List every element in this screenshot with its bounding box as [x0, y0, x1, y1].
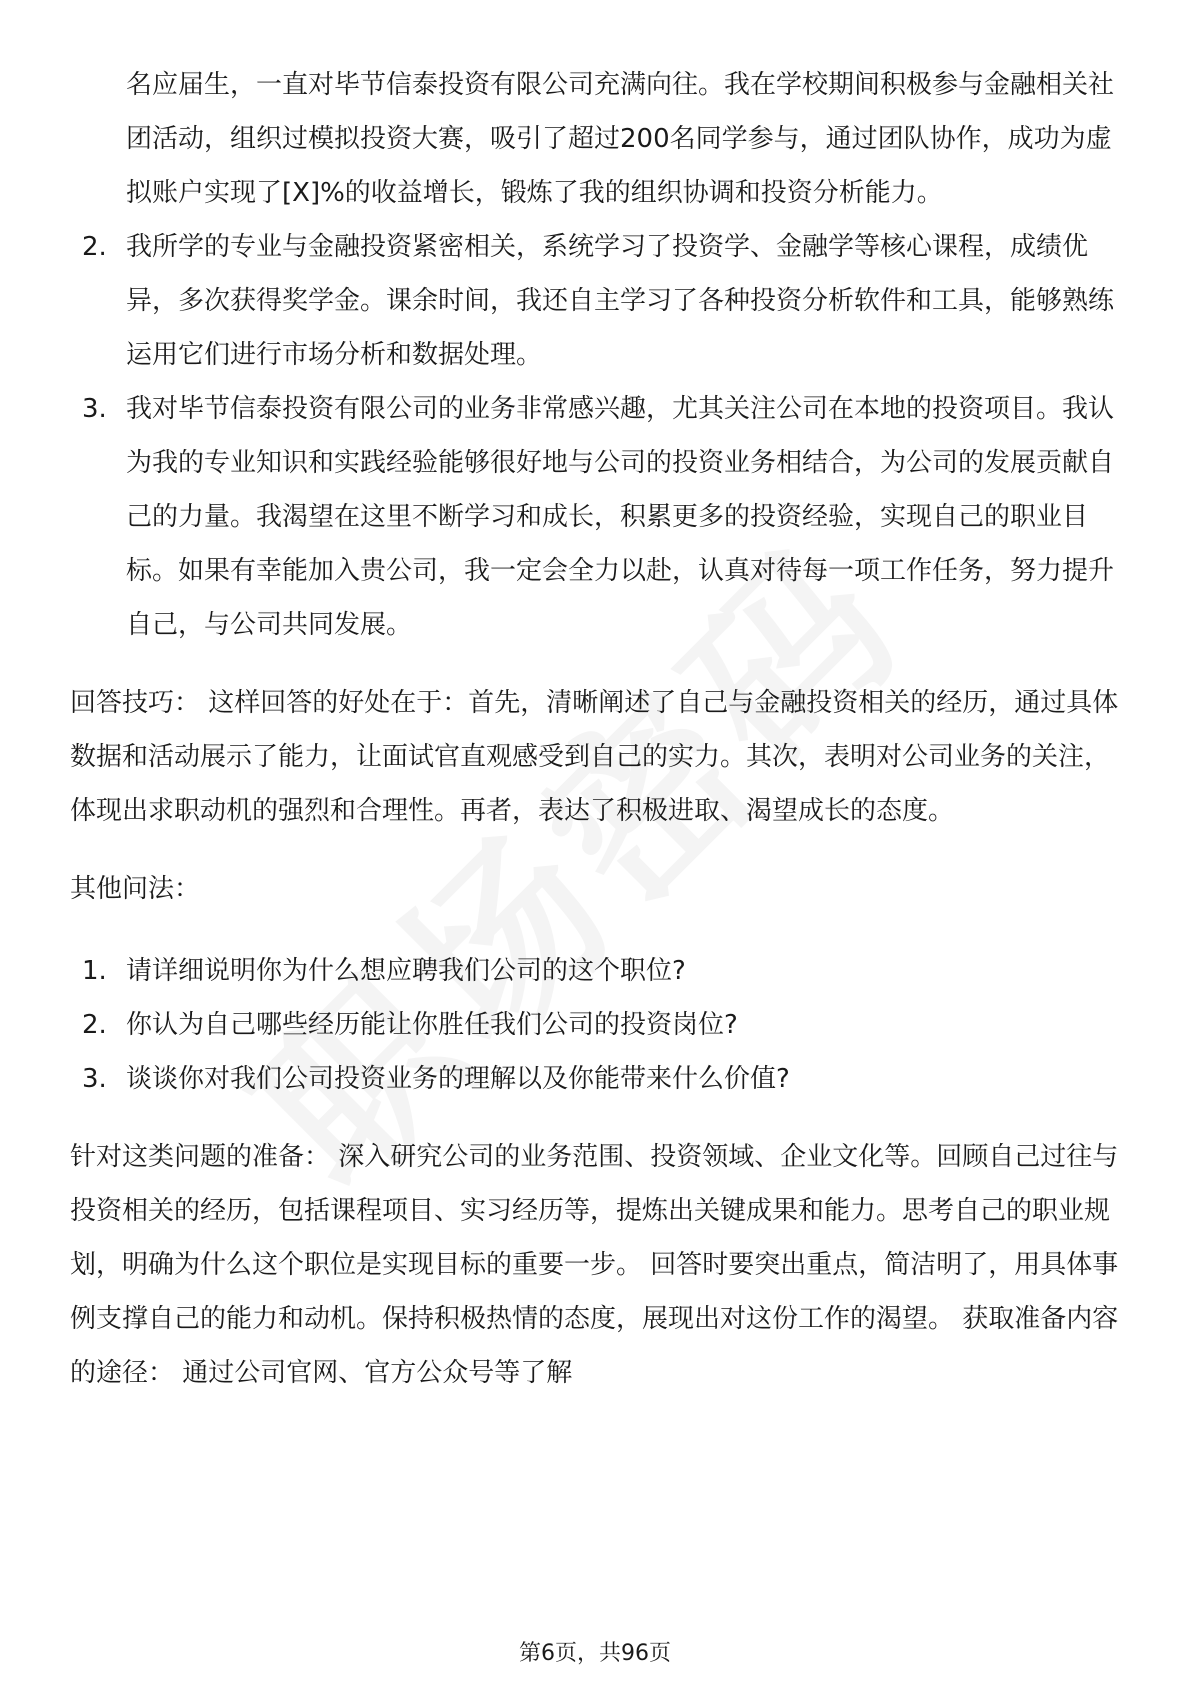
list-item-1-continued	[70, 58, 1120, 220]
other-questions-heading: 其他问法：	[70, 874, 201, 904]
item-number: 2.	[82, 1010, 107, 1040]
item-text: 名应届生，一直对毕节信泰投资有限公司充满向往。我在学校期间积极参与金融相关社团活动，组织过模拟投资大赛，吸引了超过200名同学参与，通过团队协作，成功为虚拟账户实现了[X]%的收益增长，锻炼了我的组织协调和投资分析能力。	[126, 70, 1115, 208]
item-number: 1.	[82, 956, 107, 986]
other-question-2	[70, 998, 1120, 1052]
item-text: 谈谈你对我们公司投资业务的理解以及你能带来什么价值?	[126, 1064, 790, 1094]
other-question-3	[70, 1052, 1120, 1106]
page-footer: 第6页，共96页	[519, 1641, 671, 1666]
item-text: 我对毕节信泰投资有限公司的业务非常感兴趣，尤其关注公司在本地的投资项目。我认为我的专业知识和实践经验能够很好地与公司的投资业务相结合，为公司的发展贡献自己的力量。我渴望在这里不断学习和成长，积累更多的投资经验，实现自己的职业目标。如果有幸能加入贵公司，我一定会全力以赴，认真对待每一项工作任务，努力提升自己，与公司共同发展。	[126, 394, 1115, 640]
answer-tips: 回答技巧： 这样回答的好处在于：首先，清晰阐述了自己与金融投资相关的经历，通过具体数据和活动展示了能力，让面试官直观感受到自己的实力。其次，表明对公司业务的关注，体现出求职动机的强烈和合理性。再者，表达了积极进取、渴望成长的态度。	[70, 688, 1119, 826]
item-number: 3.	[82, 1064, 107, 1094]
list-item-2	[70, 220, 1120, 382]
item-text: 我所学的专业与金融投资紧密相关，系统学习了投资学、金融学等核心课程，成绩优异，多次获得奖学金。课余时间，我还自主学习了各种投资分析软件和工具，能够熟练运用它们进行市场分析和数据处理。	[126, 232, 1115, 370]
item-number: 2.	[82, 232, 107, 262]
list-item-3	[70, 382, 1120, 652]
other-question-1	[70, 944, 1120, 998]
item-text: 请详细说明你为什么想应聘我们公司的这个职位?	[126, 956, 686, 986]
document-body	[70, 0, 1120, 1400]
preparation-paragraph: 针对这类问题的准备： 深入研究公司的业务范围、投资领域、企业文化等。回顾自己过往与投资相关的经历，包括课程项目、实习经历等，提炼出关键成果和能力。思考自己的职业规划，明确为什么这个职位是实现目标的重要一步。 回答时要突出重点，简洁明了，用具体事例支撑自己的能力和动机。保持积极热情的态度，展现出对这份工作的渴望。 获取准备内容的途径： 通过公司官网、官方公众号等了解	[70, 1142, 1119, 1388]
item-text: 你认为自己哪些经历能让你胜任我们公司的投资岗位?	[126, 1010, 738, 1040]
item-number: 3.	[82, 394, 107, 424]
